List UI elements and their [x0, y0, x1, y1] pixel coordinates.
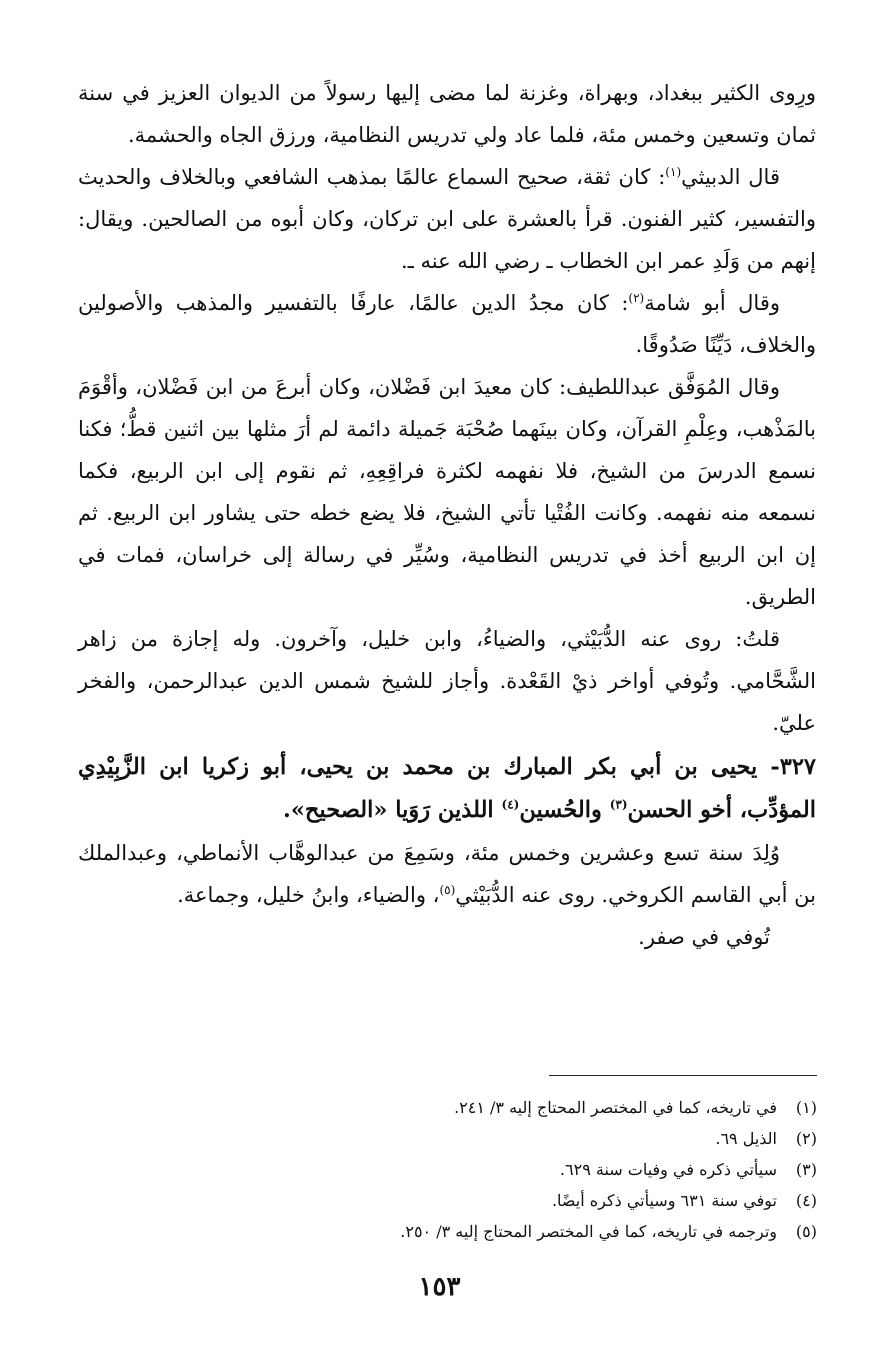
entry-heading-text-b: والحُسين: [519, 797, 602, 823]
entry-paragraph-death: [78, 916, 816, 958]
paragraph-abu-shama: [78, 282, 816, 366]
footnote-mark: (١): [795, 1098, 817, 1117]
paragraph-muwaffaq-text: وقال المُوَفَّق عبداللطيف: كان معيدَ ابن فَضْلان، وكان أبرعَ من ابن فَضْلان، وأقْوَمَ بالمَذْهب، وعِلْمِ القرآن، وكان بينَهما صُحْبَة جَميلة دائمة لم أرَ مثلها بين اثنين قطُّ؛ فكنا نسمع الدرسَ من الشيخ، فلا نفهمه لكثرة فراقِعِهِ، ثم نقوم إلى ابن الربيع، فكما نسمعه منه نفهمه. وكانت الفُتْيا تأتي الشيخ، فلا يضع خطه حتى يشاور ابن الربيع. ثم إن ابن الربيع أخذ في تدريس النظامية، وسُيِّر في رسالة إلى خراسان، فمات في الطريق.: [78, 375, 816, 609]
footnote-item: [317, 1185, 817, 1216]
entry-paragraph-birth-tail: ، والضياء، وابنُ خليل، وجماعة.: [177, 883, 440, 907]
footnote-ref-3[interactable]: (٣): [609, 797, 628, 812]
footnote-text: توفي سنة ٦٣١ وسيأتي ذكره أيضًا.: [551, 1191, 777, 1210]
paragraph-muwaffaq: [78, 366, 816, 618]
footnote-text: الذيل ٦٩.: [715, 1129, 777, 1148]
footnotes-list: [317, 1092, 817, 1247]
biography-entry-heading: [78, 746, 816, 832]
paragraph-dubaythi: [78, 156, 816, 282]
footnote-ref-4[interactable]: (٤): [501, 797, 520, 812]
footnote-mark: (٢): [795, 1129, 817, 1148]
paragraph-qultu-text: قلتُ: روى عنه الدُّبَيْثي، والضياءُ، وابن خليل، وآخرون. وله إجازة من زاهر الشَّحَّامي. وتُوفي أواخر ذيْ القَعْدة. وأجاز للشيخ شمس الدين عبدالرحمن، والفخر عليّ.: [78, 627, 816, 735]
paragraph-dubaythi-lead: قال الدبيثي: [681, 165, 780, 189]
paragraph-abu-shama-text: : كان مجدُ الدين عالمًا، عارفًا بالتفسير والمذهب والأصولين والخلاف، دَيِّنًا صَدُوقًا.: [78, 291, 816, 357]
paragraph-qultu: [78, 618, 816, 744]
footnote-text: سيأتي ذكره في وفيات سنة ٦٢٩.: [559, 1160, 777, 1179]
footnote-item: [317, 1216, 817, 1247]
footnote-ref-1[interactable]: (١): [665, 165, 682, 179]
entry-paragraph-death-text: تُوفي في صفر.: [638, 925, 770, 949]
footnote-text: في تاريخه، كما في المختصر المحتاج إليه ٣/ ٢٤١.: [454, 1098, 777, 1117]
entry-paragraph-birth-text: وُلِدَ سنة تسع وعشرين وخمس مئة، وسَمِعَ من عبدالوهَّاب الأنماطي، وعبدالملك بن أبي القاسم الكروخي. روى عنه الدُّبَيْثي: [78, 841, 816, 907]
footnote-item: [317, 1123, 817, 1154]
entry-heading-text-a: يحيى بن أبي بكر المبارك بن محمد بن يحيى، أبو زكريا ابن الزَّبِيْدِي المؤدِّب، أخو الحسن: [78, 754, 816, 823]
footnote-ref-5[interactable]: (٥): [439, 883, 456, 897]
footnote-divider: [549, 1075, 817, 1076]
paragraph-1-text: ورِوى الكثير ببغداد، وبهراة، وغزنة لما مضى إليها رسولاً من الديوان العزيز في سنة ثمان وتسعين وخمس مئة، فلما عاد ولي تدريس النظامية، ورزق الجاه والحشمة.: [78, 81, 816, 147]
footnote-ref-2[interactable]: (٢): [628, 291, 645, 305]
entry-heading-text-c: اللذين رَوَيا «الصحيح».: [282, 797, 494, 823]
page-number: ١٥٣: [418, 1272, 461, 1302]
entry-paragraph-birth: [78, 832, 816, 916]
entry-number: ٣٢٧-: [770, 754, 816, 780]
footnote-mark: (٥): [795, 1222, 817, 1241]
footnote-item: [317, 1154, 817, 1185]
paragraph-dubaythi-text: : كان ثقة، صحيح السماع عالمًا بمذهب الشافعي وبالخلاف والحديث والتفسير، كثير الفنون. قرأ بالعشرة على ابن تركان، وكان أبوه من الصالحين. ويقال: إنهم من وَلَدِ عمر ابن الخطاب ـ رضي الله عنه ـ.: [78, 165, 816, 273]
paragraph-1: [78, 72, 816, 156]
page-body: [78, 72, 816, 958]
footnote-mark: (٤): [795, 1191, 817, 1210]
paragraph-abu-shama-lead: وقال أبو شامة: [644, 291, 780, 315]
footnote-item: [317, 1092, 817, 1123]
footnote-text: وترجمه في تاريخه، كما في المختصر المحتاج إليه ٣/ ٢٥٠.: [400, 1222, 777, 1241]
footnote-mark: (٣): [795, 1160, 817, 1179]
